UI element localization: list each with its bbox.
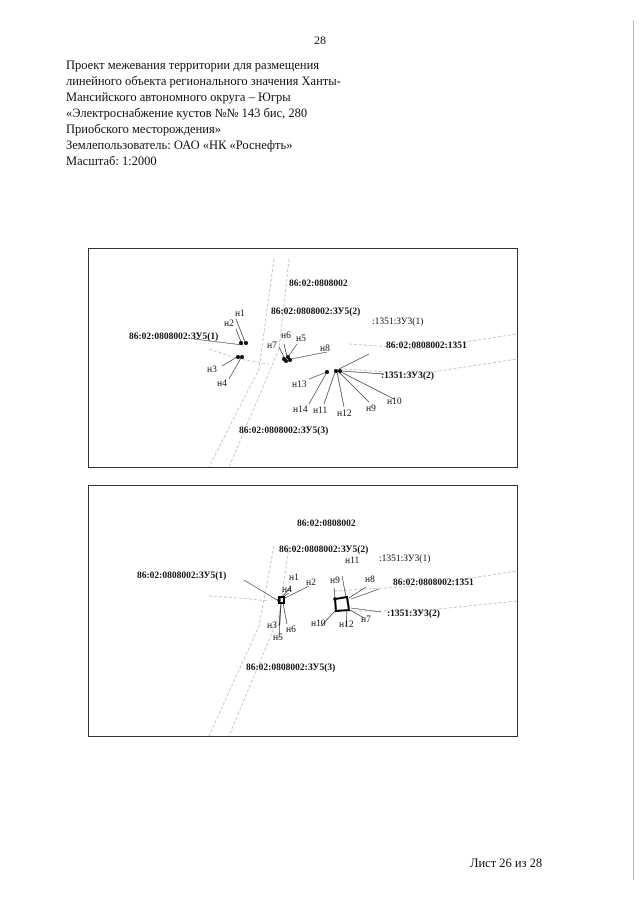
map1-parcel-1351-label: 86:02:0808002:1351 <box>386 341 467 351</box>
map2-point-n6: н6 <box>286 625 296 635</box>
map1-point-n14: н14 <box>293 405 308 415</box>
map2-point-n3: н3 <box>267 621 277 631</box>
header-line: Землепользователь: ОАО «НК «Роснефть» <box>66 138 293 152</box>
map1-point-n3: н3 <box>207 365 217 375</box>
map1-zu5-2-label: 86:02:0808002:ЗУ5(2) <box>271 307 361 317</box>
map1-zu5-3-label: 86:02:0808002:ЗУ5(3) <box>239 426 329 436</box>
map2-point-n11: н11 <box>345 556 360 566</box>
map1-point-n11: н11 <box>313 406 328 416</box>
map-frame-2 <box>88 485 518 737</box>
map2-point-n4: н4 <box>282 585 292 595</box>
map2-point-n2: н2 <box>306 578 316 588</box>
sheet-counter: Лист 26 из 28 <box>470 856 543 870</box>
map2-parcel-1351-label: 86:02:0808002:1351 <box>393 578 474 588</box>
map1-point-n9: н9 <box>366 404 376 414</box>
map2-point-n7: н7 <box>361 615 371 625</box>
map1-point-n8: н8 <box>320 344 330 354</box>
header-line: линейного объекта регионального значения Ханты- <box>66 74 341 88</box>
map1-point-n4: н4 <box>217 379 227 389</box>
map2-point-n8: н8 <box>365 575 375 585</box>
map1-quarter-label: 86:02:0808002 <box>289 279 348 289</box>
map2-zu3-2-label: :1351:ЗУ3(2) <box>387 609 440 619</box>
map1-point-n2: н2 <box>224 319 234 329</box>
map1-zu3-2-label: :1351:ЗУ3(2) <box>381 371 434 381</box>
map1-point-n13: н13 <box>292 380 307 390</box>
header-line: Мансийского автономного округа – Югры <box>66 90 291 104</box>
header-line: Приобского месторождения» <box>66 122 221 136</box>
map2-point-n10: н10 <box>311 619 326 629</box>
header-line: Проект межевания территории для размещения <box>66 58 320 72</box>
map2-point-n9: н9 <box>330 576 340 586</box>
map2-point-n5: н5 <box>273 633 283 643</box>
map2-zu3-1-label: :1351:ЗУ3(1) <box>379 554 431 564</box>
map1-zu5-1-label: 86:02:0808002:ЗУ5(1) <box>129 332 219 342</box>
document-header <box>66 57 386 169</box>
map1-point-n12: н12 <box>337 409 352 419</box>
header-line: «Электроснабжение кустов №№ 143 бис, 280 <box>66 106 308 120</box>
scan-edge-line <box>633 20 634 880</box>
map2-zu5-1-label: 86:02:0808002:ЗУ5(1) <box>137 571 227 581</box>
page-number: 28 <box>314 33 326 47</box>
map2-point-n12: н12 <box>339 620 354 630</box>
map2-point-n1: н1 <box>289 573 299 583</box>
map1-point-n1: н1 <box>235 309 245 319</box>
map1-point-n7: н7 <box>267 341 277 351</box>
map1-point-n6: н6 <box>281 331 291 341</box>
map2-quarter-label: 86:02:0808002 <box>297 519 356 529</box>
map2-zu5-2-label: 86:02:0808002:ЗУ5(2) <box>279 545 369 555</box>
header-line: Масштаб: 1:2000 <box>66 154 157 168</box>
map1-point-n10: н10 <box>387 397 402 407</box>
map-frame-1 <box>88 248 518 468</box>
map2-zu5-3-label: 86:02:0808002:ЗУ5(3) <box>246 663 336 673</box>
map1-zu3-1-label: :1351:ЗУ3(1) <box>372 317 424 327</box>
map1-point-n5: н5 <box>296 334 306 344</box>
